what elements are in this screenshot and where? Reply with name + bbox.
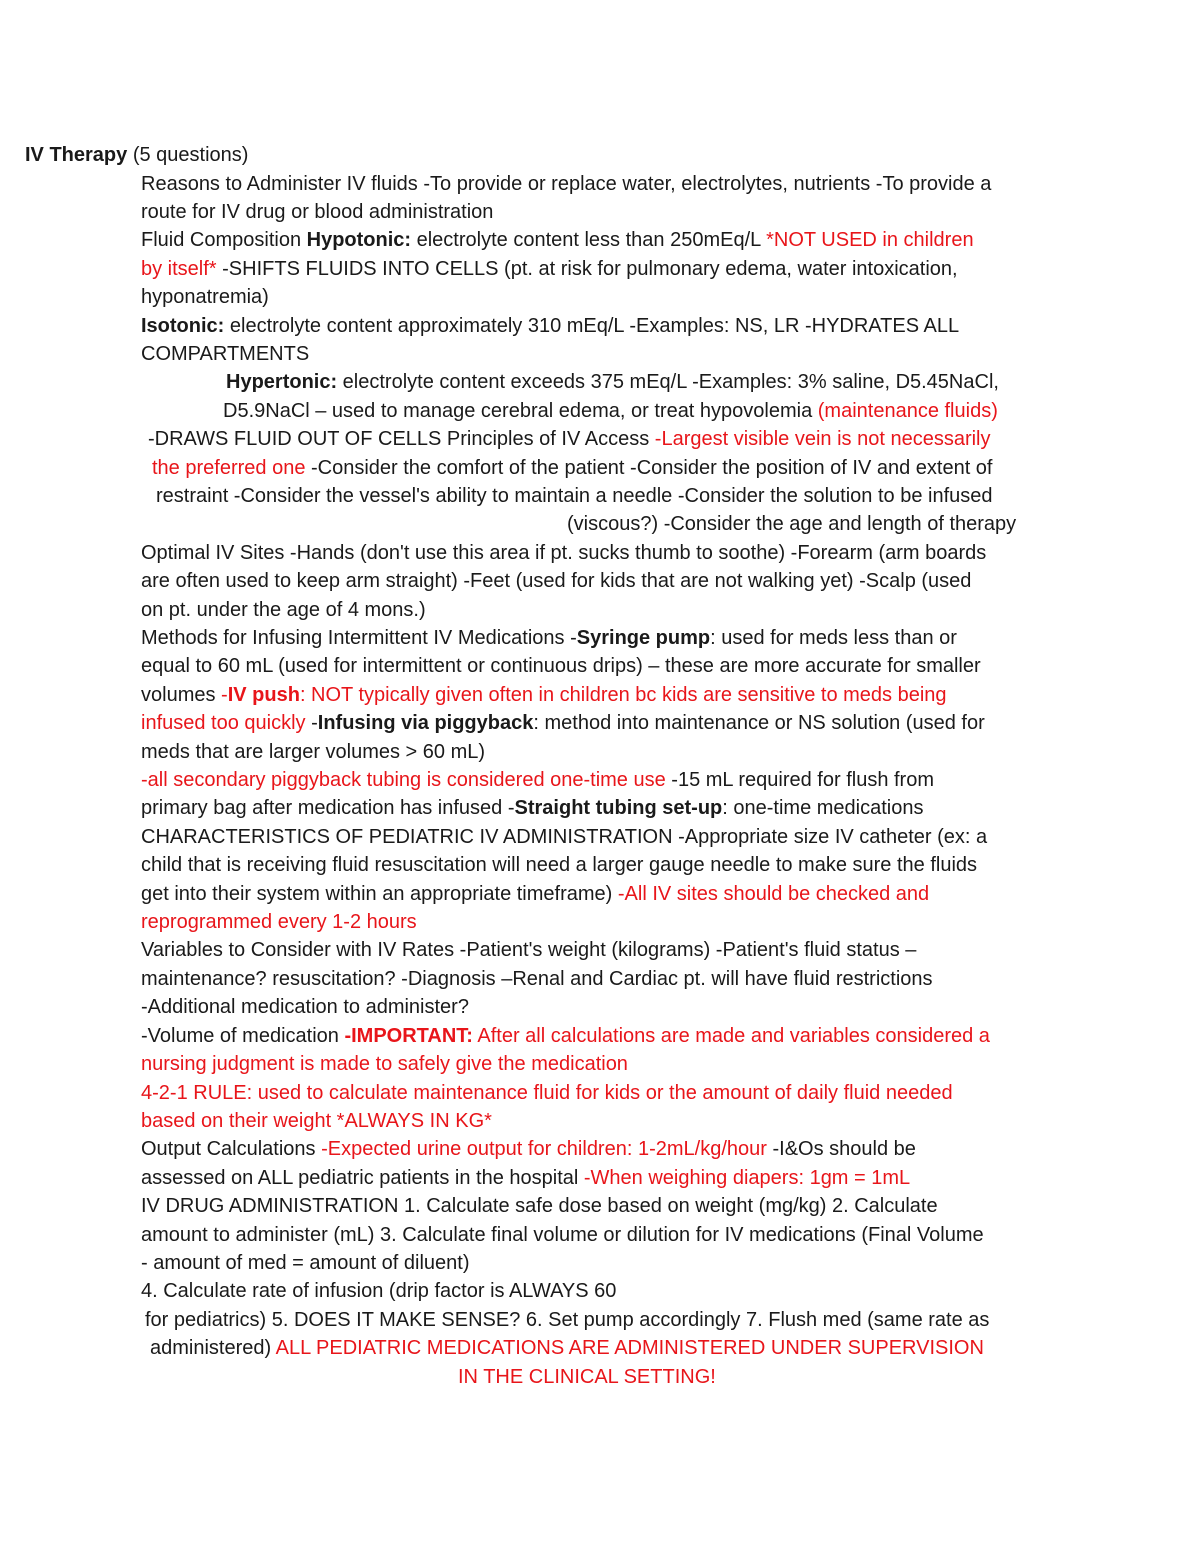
- text-segment: (viscous?) -Consider the age and length of therapy: [567, 513, 1017, 536]
- text-segment: electrolyte content less than 250mEq/L: [411, 229, 767, 252]
- text-segment: Variables to Consider with IV Rates -Patient's weight (kilograms) -Patient's fluid status –: [141, 939, 917, 962]
- text-line: [141, 1022, 1066, 1050]
- text-line: [141, 794, 1066, 822]
- text-line: [141, 1306, 1066, 1334]
- text-line: [141, 652, 1066, 680]
- document-title: IV Therapy: [25, 144, 128, 166]
- text-line: [141, 908, 1066, 936]
- emphasis-text: -all secondary piggyback tubing is considered one-time use: [141, 769, 666, 792]
- text-line: [141, 596, 1066, 624]
- text-line: [141, 709, 1066, 737]
- text-line: [141, 1192, 1066, 1220]
- emphasis-text: the preferred one: [152, 456, 306, 479]
- text-segment: CHARACTERISTICS OF PEDIATRIC IV ADMINISTRATION -Appropriate size IV catheter (ex: a: [141, 825, 988, 848]
- emphasis-text: ALL PEDIATRIC MEDICATIONS ARE ADMINISTERED UNDER SUPERVISION: [275, 1337, 984, 1360]
- text-line: [141, 1164, 1066, 1192]
- text-line: [141, 1334, 1066, 1362]
- text-line: [141, 567, 1066, 595]
- text-segment: restraint -Consider the vessel's ability to maintain a needle -Consider the solution to be infused: [156, 484, 993, 507]
- text-line: [141, 624, 1066, 652]
- text-segment: -15 mL required for flush from: [665, 769, 935, 792]
- text-segment: hyponatremia): [141, 286, 269, 309]
- text-segment: are often used to keep arm straight) -Feet (used for kids that are not walking yet) -Scalp (used: [141, 570, 972, 593]
- bold-term: Infusing via piggyback: [317, 712, 534, 735]
- text-segment: volumes: [141, 683, 222, 706]
- text-segment: Output Calculations: [141, 1138, 322, 1161]
- text-segment: amount to administer (mL) 3. Calculate final volume or dilution for IV medications (Final Volume: [141, 1223, 984, 1246]
- text-segment: -Consider the comfort of the patient -Consider the position of IV and extent of: [305, 456, 993, 479]
- text-line: [141, 880, 1066, 908]
- text-line: [141, 255, 1066, 283]
- text-segment: -Volume of medication: [141, 1024, 345, 1047]
- text-segment: Optimal IV Sites -Hands (don't use this area if pt. sucks thumb to soothe) -Forearm (arm boards: [141, 541, 987, 564]
- bold-term: Isotonic:: [141, 314, 225, 337]
- text-segment: meds that are larger volumes > 60 mL): [141, 740, 486, 763]
- emphasis-text: -All IV sites should be checked and: [617, 882, 930, 905]
- text-segment: equal to 60 mL (used for intermittent or continuous drips) – these are more accurate for smaller: [141, 655, 981, 678]
- bold-term: Hypotonic:: [306, 229, 412, 252]
- text-segment: - amount of med = amount of diluent): [141, 1251, 470, 1274]
- text-segment: D5.9NaCl – used to manage cerebral edema, or treat hypovolemia: [223, 399, 818, 422]
- text-line: [141, 766, 1066, 794]
- emphasis-text: based on their weight *ALWAYS IN KG*: [141, 1109, 492, 1132]
- text-segment: : one-time medications: [722, 797, 924, 820]
- text-line: [141, 681, 1066, 709]
- text-segment: electrolyte content exceeds 375 mEq/L -Examples: 3% saline, D5.45NaCl,: [337, 371, 999, 394]
- text-line: [141, 1249, 1066, 1277]
- text-segment: route for IV drug or blood administration: [141, 200, 494, 223]
- text-line: [141, 738, 1066, 766]
- text-segment: COMPARTMENTS: [141, 342, 310, 365]
- text-line: [141, 1221, 1066, 1249]
- text-segment: IV DRUG ADMINISTRATION 1. Calculate safe dose based on weight (mg/kg) 2. Calculate: [141, 1195, 938, 1218]
- text-line: [141, 454, 1066, 482]
- text-segment: Reasons to Administer IV fluids -To provide or replace water, electrolytes, nutrients -To provide a: [141, 172, 992, 195]
- text-segment: assessed on ALL pediatric patients in the hospital: [141, 1166, 584, 1189]
- emphasis-text: nursing judgment is made to safely give the medication: [141, 1053, 628, 1076]
- emphasis-text: -: [221, 683, 228, 706]
- text-line: [141, 965, 1066, 993]
- emphasis-text: *NOT USED in children: [766, 229, 974, 252]
- text-segment: administered): [150, 1337, 276, 1360]
- text-segment: Methods for Infusing Intermittent IV Medications -: [141, 627, 577, 649]
- text-line: [141, 993, 1066, 1021]
- text-line: [141, 397, 1066, 425]
- text-segment: child that is receiving fluid resuscitation will need a larger gauge needle to make sure the fluids: [141, 854, 978, 877]
- text-segment: : method into maintenance or NS solution (used for: [533, 712, 985, 735]
- emphasis-text: by itself*: [141, 257, 217, 280]
- text-line: [141, 312, 1066, 340]
- text-segment: : used for meds less than or: [710, 627, 957, 649]
- text-line: [141, 425, 1066, 453]
- text-line: [141, 936, 1066, 964]
- emphasis-text: 4-2-1 RULE: used to calculate maintenance fluid for kids or the amount of daily fluid needed: [141, 1081, 953, 1104]
- text-segment: -: [305, 712, 318, 735]
- emphasis-text: infused too quickly: [141, 712, 306, 735]
- text-segment: Fluid Composition: [141, 229, 307, 252]
- text-line: [141, 482, 1066, 510]
- text-line: [141, 170, 1066, 198]
- text-segment: -DRAWS FLUID OUT OF CELLS Principles of IV Access: [148, 428, 655, 451]
- text-segment: -Additional medication to administer?: [141, 996, 469, 1019]
- text-line: [141, 340, 1066, 368]
- text-line: [141, 226, 1066, 254]
- document-heading: [25, 141, 248, 169]
- document-body: [141, 170, 1066, 1391]
- emphasis-text: IN THE CLINICAL SETTING!: [458, 1365, 716, 1388]
- bold-term: Syringe pump: [576, 627, 711, 649]
- text-line: [141, 1050, 1066, 1078]
- emphasis-text: -Expected urine output for children: 1-2mL/kg/hour: [321, 1138, 767, 1161]
- text-segment: -I&Os should be: [766, 1138, 916, 1161]
- text-line: [141, 283, 1066, 311]
- text-segment: on pt. under the age of 4 mons.): [141, 598, 426, 621]
- text-segment: 4. Calculate rate of infusion (drip factor is ALWAYS 60: [141, 1280, 617, 1303]
- text-segment: maintenance? resuscitation? -Diagnosis –Renal and Cardiac pt. will have fluid restrictions: [141, 967, 933, 990]
- emphasis-text: reprogrammed every 1-2 hours: [141, 911, 417, 934]
- emphasis-bold-text: -IMPORTANT:: [344, 1024, 473, 1047]
- text-line: [141, 1277, 1066, 1305]
- text-segment: primary bag after medication has infused -: [141, 797, 515, 820]
- text-line: [141, 368, 1066, 396]
- document-subtitle: (5 questions): [132, 144, 249, 166]
- text-line: [141, 851, 1066, 879]
- text-line: [141, 539, 1066, 567]
- emphasis-text: : NOT typically given often in children bc kids are sensitive to meds being: [299, 683, 947, 706]
- bold-term: Hypertonic:: [226, 371, 338, 394]
- bold-term: Straight tubing set-up: [514, 797, 723, 820]
- text-segment: electrolyte content approximately 310 mEq/L -Examples: NS, LR -HYDRATES ALL: [224, 314, 960, 337]
- emphasis-text: -Largest visible vein is not necessarily: [654, 428, 991, 451]
- emphasis-text: -When weighing diapers: 1gm = 1mL: [583, 1166, 911, 1189]
- text-segment: -SHIFTS FLUIDS INTO CELLS (pt. at risk for pulmonary edema, water intoxication,: [216, 257, 958, 280]
- text-segment: get into their system within an appropriate timeframe): [141, 882, 618, 905]
- text-segment: for pediatrics) 5. DOES IT MAKE SENSE? 6. Set pump accordingly 7. Flush med (same rate as: [145, 1308, 990, 1331]
- text-line: [141, 1363, 1066, 1391]
- text-line: [141, 198, 1066, 226]
- emphasis-text: After all calculations are made and variables considered a: [472, 1024, 990, 1047]
- text-line: [141, 1135, 1066, 1163]
- emphasis-text: (maintenance fluids): [817, 399, 998, 422]
- text-line: [141, 823, 1066, 851]
- text-line: [141, 1107, 1066, 1135]
- text-line: [141, 1079, 1066, 1107]
- emphasis-bold-text: IV push: [227, 683, 300, 706]
- text-line: [141, 510, 1066, 538]
